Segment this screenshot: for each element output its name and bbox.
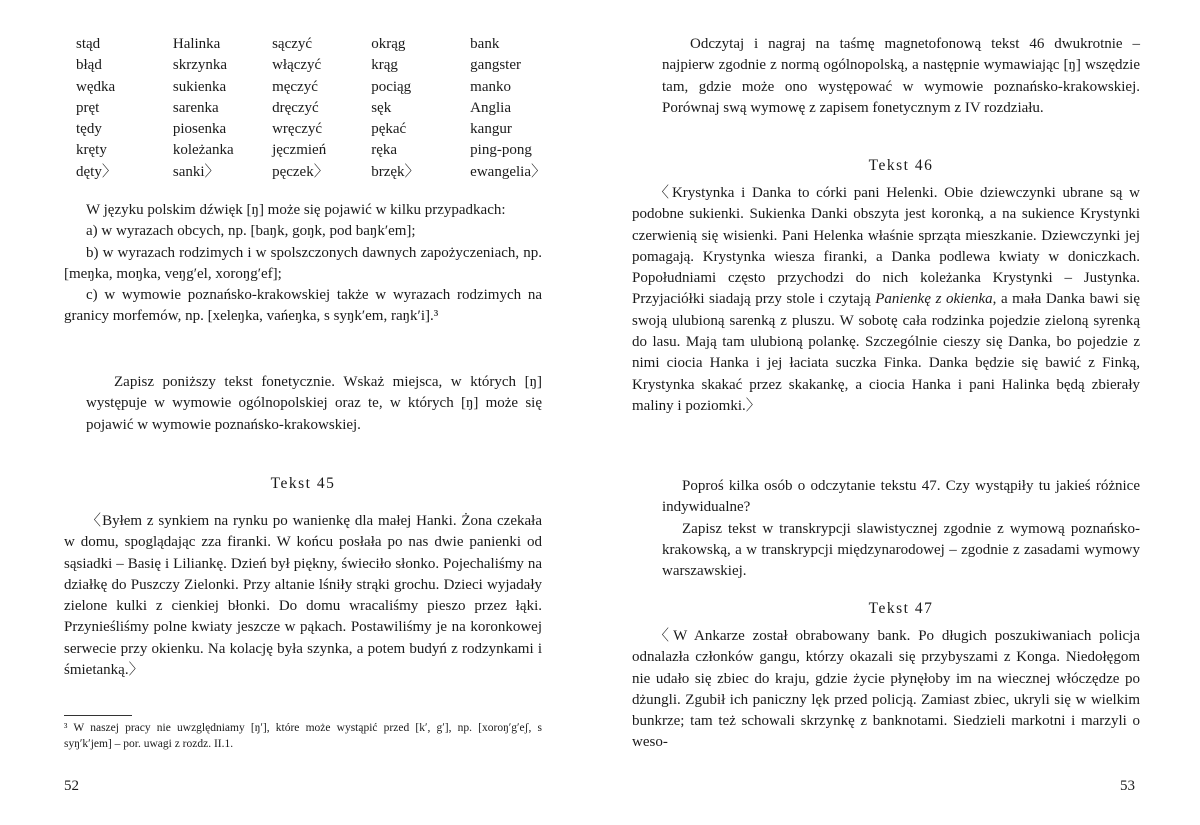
text-46-part-1: 〈Krystynka i Danka to córki pani Helenki. Obie dziewczynki ubrane są w podobne sukienki. Sukienka Danki obszyta jest koronką, a na sukience Krystynki czerwienią się wisienki. Pani Helenka właśnie sprząta mieszkanie. Dziewczynki jej pomagają. Krystynka wiesza firanki, a Danka podlewa kwiaty w doniczkach. Popołudniami często przychodzi do nich koleżanka Krystynki – Justynka. Przyjaciółki siadają przy stole i czytają	[632, 185, 1140, 308]
word-cell: bank	[470, 36, 500, 52]
word-cell: pręt	[76, 99, 100, 116]
case-b: b) w wyrazach rodzimych i w spolszczonych dawnych zapożyczeniach, np. [meŋka, moŋka, veŋgʹel, xoroŋgʹef];	[64, 244, 542, 282]
word-cell: pękać	[371, 121, 407, 138]
word-cell: ping-pong	[470, 142, 532, 159]
word-table-row	[76, 98, 546, 119]
word-cell: koleżanka	[172, 142, 234, 159]
page-number-left: 52	[64, 778, 79, 794]
word-cell: piosenka	[172, 121, 227, 138]
word-cell: kangur	[470, 121, 512, 138]
intro-paragraph: W języku polskim dźwięk [ŋ] może się pojawić w kilku przypadkach:	[86, 202, 506, 218]
word-cell: ewangelia〉	[470, 163, 546, 180]
text-45: 〈Byłem z synkiem na rynku po wanienkę dla małej Hanki. Żona czekała w domu, spoglądając zza firanki. W końcu posłała po nas dwie panienki od sąsiadki – Basię i Liliankę. Dzień był piękny, świeciło słonko. Pojechaliśmy na działkę do Puszczy Zielonki. Przy altanie lśniły strąki grochu. Dzieci wyjadały zielone kulki z cienkiej błonki. Do domu wracaliśmy pieszo przez łąki. Przynieśliśmy polne kwiaty jeszcze w pąkach. Postawiliśmy je na koronkowej serwecie przy okienku. Na kolację była szynka, a potem budyń z rodzynkami i śmietanką.〉	[64, 513, 542, 679]
ng-cases-section	[64, 200, 542, 328]
text-47: 〈W Ankarze został obrabowany bank. Po długich poszukiwaniach policja odnalazła członków gangu, którzy okazali się przybyszami z Konga. Niedołęgom nie udało się zbiec do kraju, gdzie życie płynęłoby im na wiecznej włóczędze po dżungli. Zgubił ich paniczny lęk przed policją. Zamiast zbiec, ukryli się w wielkim bunkrze; tam też schowali skrzynkę z banknotami. Siedzieli markotni i marzyli o weso-	[632, 628, 1140, 751]
case-a: a) w wyrazach obcych, np. [baŋk, goŋk, pod baŋkʹem];	[86, 223, 416, 240]
word-cell: skrzynka	[172, 57, 228, 74]
word-cell: sączyć	[272, 36, 313, 52]
word-cell: kręty	[76, 142, 107, 159]
word-table-row	[76, 34, 546, 55]
heading-tekst-46: Tekst 46	[868, 157, 934, 174]
text-46	[632, 183, 1140, 417]
word-cell: męczyć	[272, 78, 318, 95]
book-title: Panienkę z okienka	[875, 291, 993, 308]
word-table-row	[76, 77, 546, 98]
word-cell: sarenka	[172, 99, 219, 116]
case-c: c) w wymowie poznańsko-krakowskiej także w wyrazach rodzimych na granicy morfemów, np. [xeleŋka, vańeŋka, s syŋkʹem, raŋkʹi].³	[64, 287, 542, 325]
page-number-right: 53	[1120, 778, 1135, 794]
right-page	[600, 0, 1200, 825]
word-cell: sanki〉	[172, 163, 220, 180]
heading-tekst-45: Tekst 45	[270, 475, 336, 492]
heading-tekst-47: Tekst 47	[868, 600, 934, 617]
word-table	[76, 34, 546, 183]
word-table-row	[76, 162, 546, 183]
instruction-46: Odczytaj i nagraj na taśmę magnetofonową tekst 46 dwukrotnie – najpierw zgodnie z normą ogólnopolską, a następnie wymawiając [ŋ] wszędzie tam, gdzie może ono występować w wymowie poznańsko-krakowskiej. Porównaj swą wymowę z zapisem fonetycznym z IV rozdziału.	[662, 36, 1140, 116]
word-cell: wędka	[76, 78, 116, 95]
word-cell: sęk	[371, 99, 392, 116]
footnote-3: ³ W naszej pracy nie uwzględniamy [ŋʹ], które może wystąpić przed [kʹ, gʹ], np. [xoroŋʹgʹeʃ, s syŋʹkʹjem] – por. uwagi z rozdz. II.1.	[64, 722, 542, 750]
word-cell: brzęk〉	[371, 163, 420, 180]
word-cell: włączyć	[272, 57, 322, 74]
word-table-row	[76, 55, 546, 76]
word-table-row	[76, 119, 546, 140]
word-cell: manko	[470, 78, 511, 95]
word-cell: pociąg	[371, 78, 412, 95]
word-cell: tędy	[76, 121, 102, 138]
word-cell: dręczyć	[272, 99, 319, 116]
word-cell: sukienka	[172, 78, 227, 95]
word-cell: Anglia	[470, 99, 511, 116]
word-cell: dęty〉	[76, 163, 117, 180]
word-cell: krąg	[371, 57, 398, 74]
word-cell: okrąg	[371, 36, 406, 52]
word-cell: ręka	[371, 142, 398, 159]
word-cell: błąd	[76, 57, 102, 74]
word-table-row	[76, 140, 546, 161]
word-cell: Halinka	[172, 36, 221, 52]
instruction-45: Zapisz poniższy tekst fonetycznie. Wskaż miejsca, w których [ŋ] występuje w wymowie ogólnopolskiej oraz te, w których [ŋ] może się pojawić w wymowie poznańsko-krakowskiej.	[86, 374, 542, 433]
instruction-47a: Poproś kilka osób o odczytanie tekstu 47. Czy wystąpiły tu jakieś różnice indywidualne?	[662, 478, 1140, 516]
word-cell: jęczmień	[272, 142, 327, 159]
instructions-47	[662, 476, 1140, 582]
instruction-47b: Zapisz tekst w transkrypcji slawistycznej zgodnie z wymową poznańsko-krakowską, a w transkrypcji międzynarodowej – zgodnie z zasadami wymowy warszawskiej.	[662, 520, 1140, 580]
word-cell: gangster	[470, 57, 521, 74]
word-cell: wręczyć	[272, 121, 323, 138]
word-cell: stąd	[76, 36, 101, 52]
word-cell: pęczek〉	[272, 163, 329, 180]
footnote-rule	[64, 715, 132, 716]
text-46-part-2: , a mała Danka bawi się swoją ulubioną sarenką z pluszu. W sobotę cała rodzinka pojedzie zieloną syrenką do lasu. Mają tam ulubioną polankę. Szczególnie cieszy się Danka, bo pojedzie z nimi ciocia Hanka i jej łaciata suczka Finka. Danka będzie się bawić z Finką, Krystynka skakać przez skakankę, a ciocia Hanka i pani Halinka będą zbierały maliny i poziomki.〉	[632, 291, 1141, 414]
